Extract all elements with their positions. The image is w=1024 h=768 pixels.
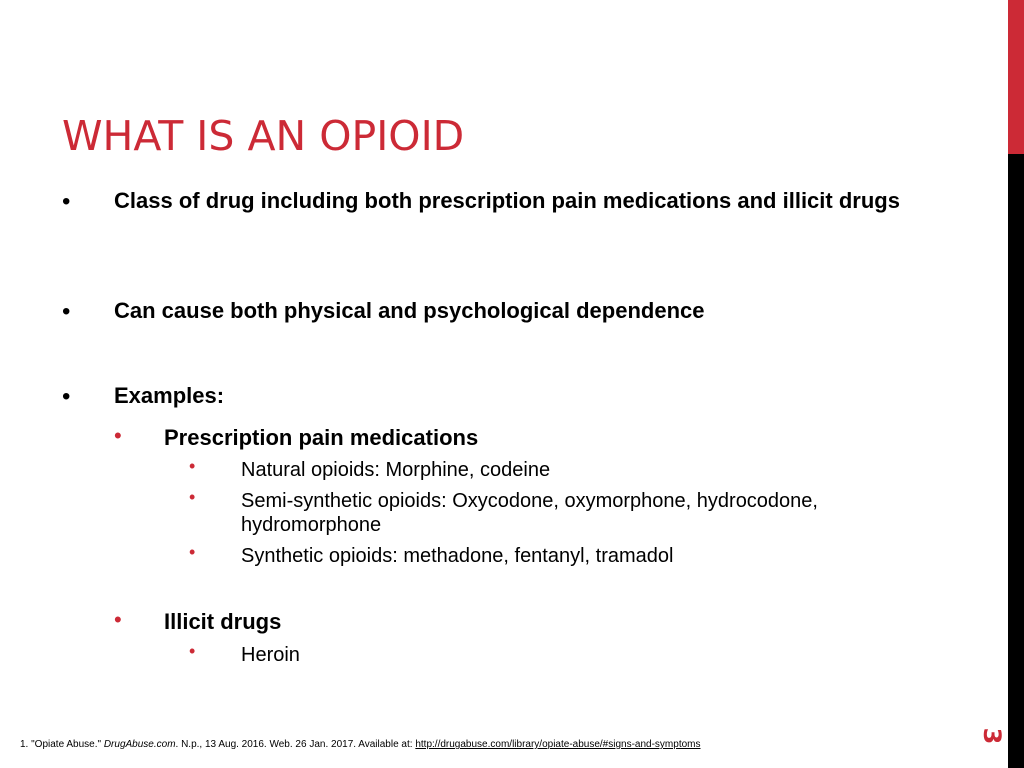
sub-bullet-text: Prescription pain medications: [164, 425, 479, 450]
bullet-item: [62, 383, 962, 413]
bullet-item: [62, 188, 962, 248]
sub-sub-bullet-item: [189, 643, 929, 669]
sub-bullet-item: [114, 609, 874, 639]
bullet-item: [62, 298, 962, 328]
bullet-icon: •: [62, 298, 71, 325]
sub-sub-bullet-item: [189, 489, 929, 539]
sub-bullet-text: Illicit drugs: [164, 609, 282, 634]
page-number: 3: [978, 727, 1006, 745]
sub-bullet-item: [114, 425, 874, 455]
bullet-icon: •: [189, 641, 196, 661]
bullet-icon: •: [114, 423, 122, 448]
sub-sub-bullet-item: [189, 544, 929, 570]
sub-sub-bullet-text: Natural opioids: Morphine, codeine: [241, 459, 551, 481]
bullet-icon: •: [114, 607, 122, 632]
bullet-icon: •: [189, 542, 196, 562]
accent-bar-black: [1008, 154, 1024, 768]
footnote-details: . N.p., 13 Aug. 2016. Web. 26 Jan. 2017. Available at:: [175, 739, 416, 750]
bullet-icon: •: [189, 487, 196, 507]
sub-sub-bullet-item: [189, 458, 929, 484]
bullet-icon: •: [62, 188, 71, 215]
bullet-text: Class of drug including both prescription pain medications and illicit drugs: [114, 188, 900, 213]
sub-sub-bullet-text: Heroin: [241, 644, 300, 666]
bullet-icon: •: [62, 383, 71, 410]
slide-title: WHAT IS AN OPIOID: [62, 112, 465, 160]
footnote-link[interactable]: http://drugabuse.com/library/opiate-abuse/#signs-and-symptoms: [415, 739, 701, 750]
sub-sub-bullet-text: Synthetic opioids: methadone, fentanyl, tramadol: [241, 545, 674, 567]
bullet-text: Can cause both physical and psychological dependence: [114, 298, 705, 323]
accent-bar-red: [1008, 0, 1024, 154]
bullet-text: Examples:: [114, 383, 225, 408]
footnote-prefix: 1. "Opiate Abuse.": [20, 739, 104, 750]
bullet-icon: •: [189, 456, 196, 476]
footnote: [20, 739, 701, 750]
sub-sub-bullet-text: Semi-synthetic opioids: Oxycodone, oxymorphone, hydrocodone, hydromorphone: [241, 490, 818, 536]
footnote-source: DrugAbuse.com: [103, 739, 176, 750]
